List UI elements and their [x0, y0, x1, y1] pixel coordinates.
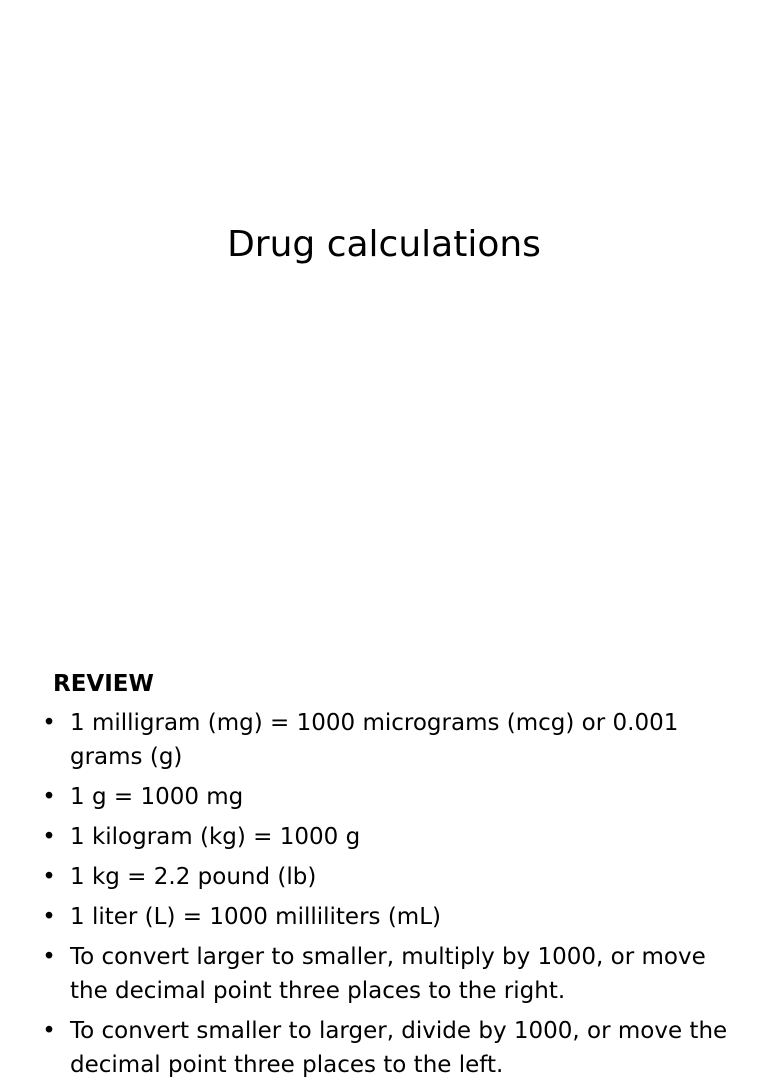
- list-item: [40, 706, 740, 774]
- list-item: [40, 1014, 740, 1082]
- bullet-icon: •: [42, 710, 56, 736]
- review-heading: REVIEW: [53, 671, 154, 697]
- list-item-text: To convert larger to smaller, multiply by 1000, or move the decimal point three places to the right.: [70, 944, 706, 1004]
- list-item: [40, 860, 740, 894]
- list-item-text: 1 kg = 2.2 pound (lb): [70, 864, 317, 890]
- review-bullet-list: [40, 706, 740, 1088]
- bullet-icon: •: [42, 824, 56, 850]
- list-item-text: 1 g = 1000 mg: [70, 784, 244, 810]
- bullet-icon: •: [42, 1018, 56, 1044]
- list-item: [40, 820, 740, 854]
- bullet-icon: •: [42, 784, 56, 810]
- list-item-text: To convert smaller to larger, divide by 1000, or move the decimal point three places to the left.: [70, 1018, 728, 1078]
- list-item-text: 1 liter (L) = 1000 milliliters (mL): [70, 904, 441, 930]
- bullet-icon: •: [42, 864, 56, 890]
- list-item-text: 1 milligram (mg) = 1000 micrograms (mcg) or 0.001 grams (g): [70, 710, 679, 770]
- list-item: [40, 900, 740, 934]
- list-item-text: 1 kilogram (kg) = 1000 g: [70, 824, 361, 850]
- list-item: [40, 940, 740, 1008]
- bullet-icon: •: [42, 904, 56, 930]
- bullet-icon: •: [42, 944, 56, 970]
- list-item: [40, 780, 740, 814]
- slide-title: Drug calculations: [227, 224, 541, 265]
